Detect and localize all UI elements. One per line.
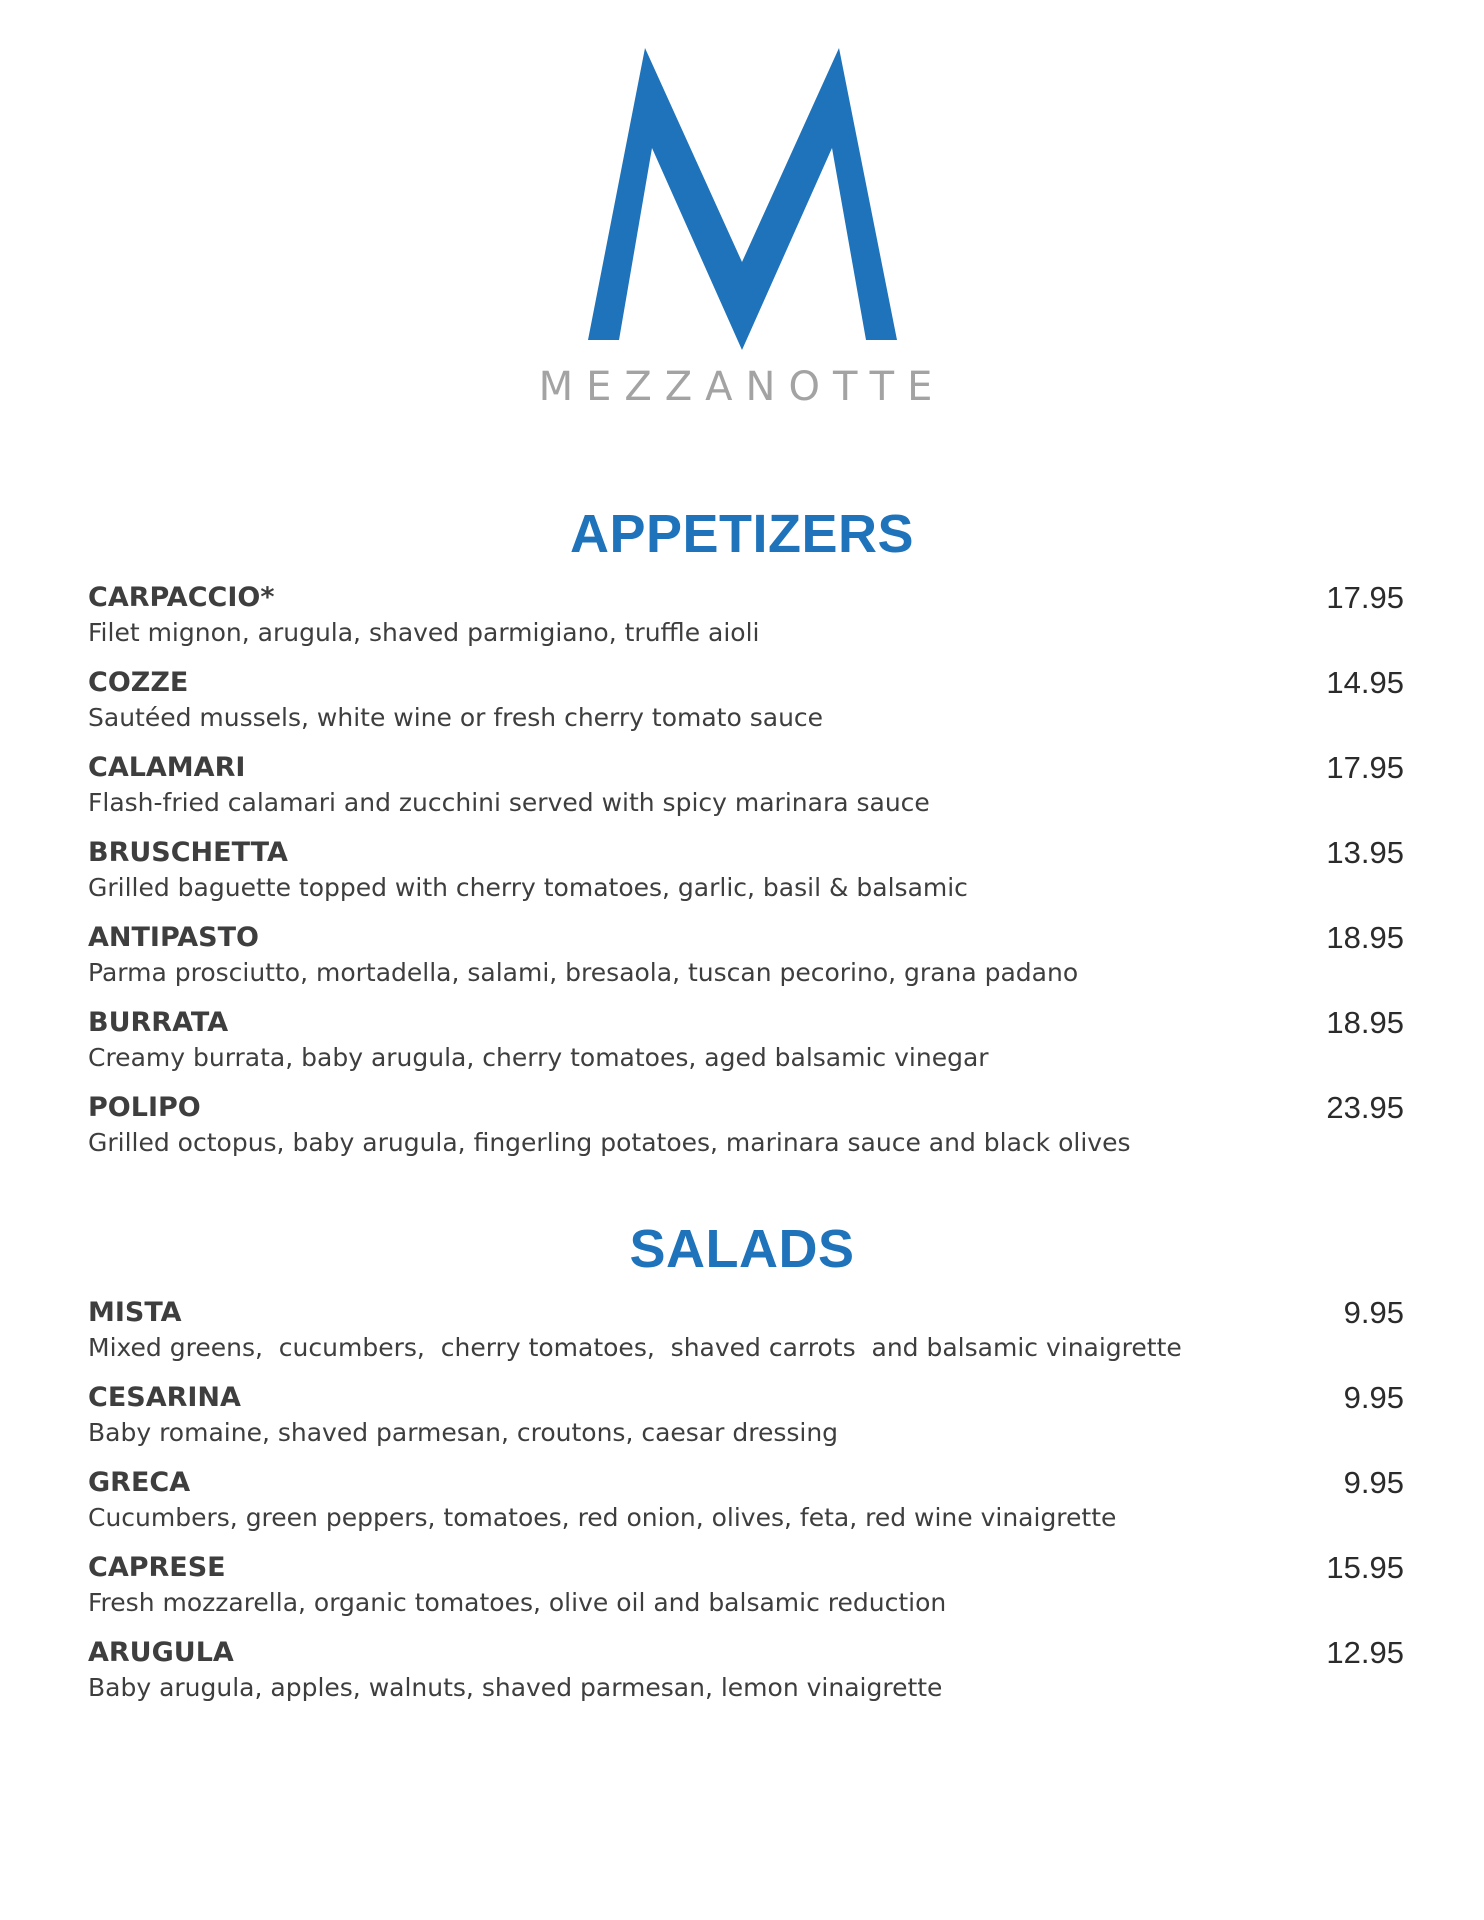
- item-price: 18.95: [1326, 920, 1404, 955]
- item-price: 15.95: [1326, 1550, 1404, 1585]
- item-price: 14.95: [1326, 665, 1404, 700]
- item-description: Grilled octopus, baby arugula, fingerling potatoes, marinara sauce and black olives: [88, 1128, 1131, 1157]
- item-description: Baby arugula, apples, walnuts, shaved parmesan, lemon vinaigrette: [88, 1673, 943, 1702]
- menu-item: [88, 835, 1404, 920]
- item-name: GRECA: [88, 1467, 191, 1498]
- menu-item: [88, 1090, 1404, 1175]
- item-name: ARUGULA: [88, 1637, 234, 1668]
- item-name: CALAMARI: [88, 752, 246, 783]
- item-name: CAPRESE: [88, 1552, 226, 1583]
- item-name: POLIPO: [88, 1092, 201, 1123]
- item-price: 23.95: [1326, 1090, 1404, 1125]
- menu-item: [88, 1005, 1404, 1090]
- logo-svg: [0, 0, 1484, 420]
- menu-item: [88, 665, 1404, 750]
- item-price: 18.95: [1326, 1005, 1404, 1040]
- item-description: Flash-fried calamari and zucchini served with spicy marinara sauce: [88, 788, 930, 817]
- item-description: Creamy burrata, baby arugula, cherry tomatoes, aged balsamic vinegar: [88, 1043, 989, 1072]
- menu-item: [88, 750, 1404, 835]
- item-name: COZZE: [88, 667, 189, 698]
- item-name: MISTA: [88, 1297, 182, 1328]
- item-price: 9.95: [1343, 1295, 1404, 1330]
- item-description: Grilled baguette topped with cherry tomatoes, garlic, basil & balsamic: [88, 873, 968, 902]
- section-title-salads: SALADS: [629, 1219, 855, 1279]
- menu-item: [88, 580, 1404, 665]
- logo-m-mark: [588, 48, 897, 350]
- salads-list: [88, 1295, 1404, 1720]
- item-name: CESARINA: [88, 1382, 241, 1413]
- item-price: 17.95: [1326, 750, 1404, 785]
- menu-item: [88, 920, 1404, 1005]
- menu-item: [88, 1380, 1404, 1465]
- section-title-appetizers: APPETIZERS: [569, 504, 915, 564]
- item-price: 17.95: [1326, 580, 1404, 615]
- item-name: BURRATA: [88, 1007, 229, 1038]
- menu-item: [88, 1295, 1404, 1380]
- item-description: Mixed greens, cucumbers, cherry tomatoes, shaved carrots and balsamic vinaigrette: [88, 1333, 1182, 1362]
- item-name: ANTIPASTO: [88, 922, 259, 953]
- item-description: Cucumbers, green peppers, tomatoes, red onion, olives, feta, red wine vinaigrette: [88, 1503, 1117, 1532]
- item-description: Parma prosciutto, mortadella, salami, bresaola, tuscan pecorino, grana padano: [88, 958, 1079, 987]
- item-price: 9.95: [1343, 1380, 1404, 1415]
- item-price: 13.95: [1326, 835, 1404, 870]
- item-price: 12.95: [1326, 1635, 1404, 1670]
- menu-item: [88, 1465, 1404, 1550]
- menu-item: [88, 1550, 1404, 1635]
- brand-logo: [0, 0, 1484, 420]
- appetizers-list: [88, 580, 1404, 1175]
- item-name: CARPACCIO*: [88, 582, 275, 613]
- item-description: Baby romaine, shaved parmesan, croutons, caesar dressing: [88, 1418, 839, 1447]
- item-name: BRUSCHETTA: [88, 837, 288, 868]
- item-description: Sautéed mussels, white wine or fresh cherry tomato sauce: [88, 703, 824, 732]
- menu-item: [88, 1635, 1404, 1720]
- logo-wordmark: MEZZANOTTE: [538, 364, 946, 410]
- item-description: Fresh mozzarella, organic tomatoes, olive oil and balsamic reduction: [88, 1588, 947, 1617]
- item-price: 9.95: [1343, 1465, 1404, 1500]
- item-description: Filet mignon, arugula, shaved parmigiano, truffle aioli: [88, 618, 760, 647]
